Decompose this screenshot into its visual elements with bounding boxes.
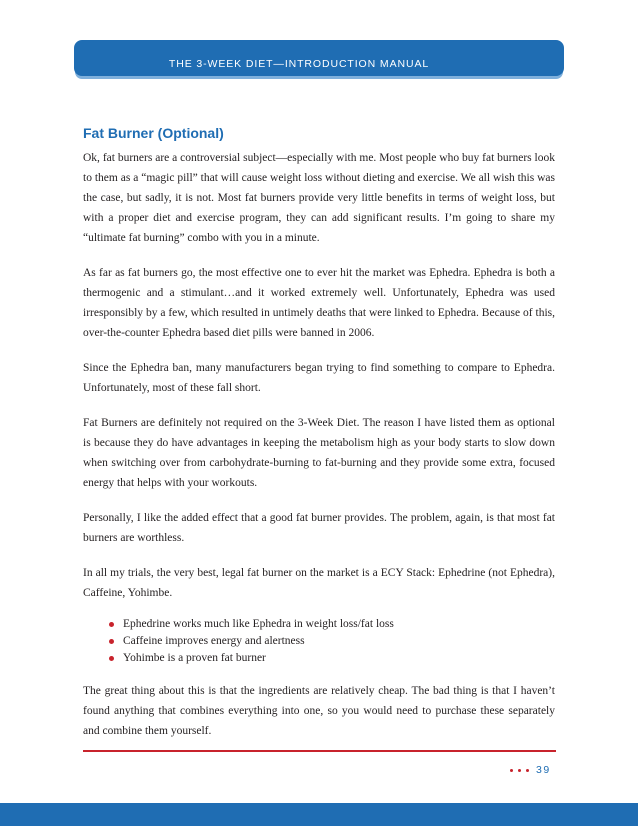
ingredient-list (83, 616, 555, 667)
header-title: THE 3-WEEK DIET—INTRODUCTION MANUAL (168, 58, 430, 70)
dot-icon (510, 769, 513, 772)
dot-icon (526, 769, 529, 772)
paragraph-ephedra: As far as fat burners go, the most effective one to ever hit the market was Ephedra. Ephedra is both a thermogenic and a stimulant…and it worked extremely well. Unfortunately, Ephedra was used irresponsibly by a few, which resulted in untimely deaths that were linked to Ephedra. Because of this, over-the-counter Ephedra based diet pills were banned in 2006. (83, 267, 555, 339)
page-number: 39 (536, 764, 551, 776)
bullet-dot-icon (109, 656, 114, 661)
list-item (109, 633, 555, 650)
list-item-text: Ephedrine works much like Ephedra in weight loss/fat loss (123, 618, 394, 630)
header-bar (74, 40, 564, 76)
footer-divider (83, 750, 556, 752)
paragraph-intro: Ok, fat burners are a controversial subject—especially with me. Most people who buy fat burners look to them as a “magic pill” that will cause weight loss without dieting and exercise. We all wish this was the case, but sadly, it is not. Most fat burners provide very little benefits in terms of weight loss, but with a proper diet and exercise program, they can add significant results. I’m going to share my “ultimate fat burning” combo with you in a minute. (83, 152, 555, 244)
paragraph-closing: The great thing about this is that the ingredients are relatively cheap. The bad thing is that I haven’t found anything that combines everything into one, so you would need to purchase these separately and combine them yourself. (83, 685, 555, 737)
paragraph-ecy-stack: In all my trials, the very best, legal fat burner on the market is a ECY Stack: Ephedrine (not Ephedra), Caffeine, Yohimbe. (83, 567, 555, 599)
bottom-bar (0, 803, 638, 826)
list-item (109, 650, 555, 667)
paragraph-personal: Personally, I like the added effect that a good fat burner provides. The problem, again, is that most fat burners are worthless. (83, 512, 555, 544)
bullet-dot-icon (109, 639, 114, 644)
paragraph-ephedra-ban: Since the Ephedra ban, many manufacturers began trying to find something to compare to Ephedra. Unfortunately, most of these fall short. (83, 362, 555, 394)
list-item (109, 616, 555, 633)
list-item-text: Yohimbe is a proven fat burner (123, 652, 266, 664)
page-content (83, 124, 555, 756)
section-title: Fat Burner (Optional) (83, 125, 224, 141)
bullet-dot-icon (109, 622, 114, 627)
dot-icon (518, 769, 521, 772)
list-item-text: Caffeine improves energy and alertness (123, 635, 305, 647)
paragraph-optional: Fat Burners are definitely not required on the 3-Week Diet. The reason I have listed them as optional is because they do have advantages in keeping the metabolism high as your body starts to slow down when switching over from carbohydrate-burning to fat-burning and they provide some extra, focused energy that helps with your workouts. (83, 417, 555, 489)
